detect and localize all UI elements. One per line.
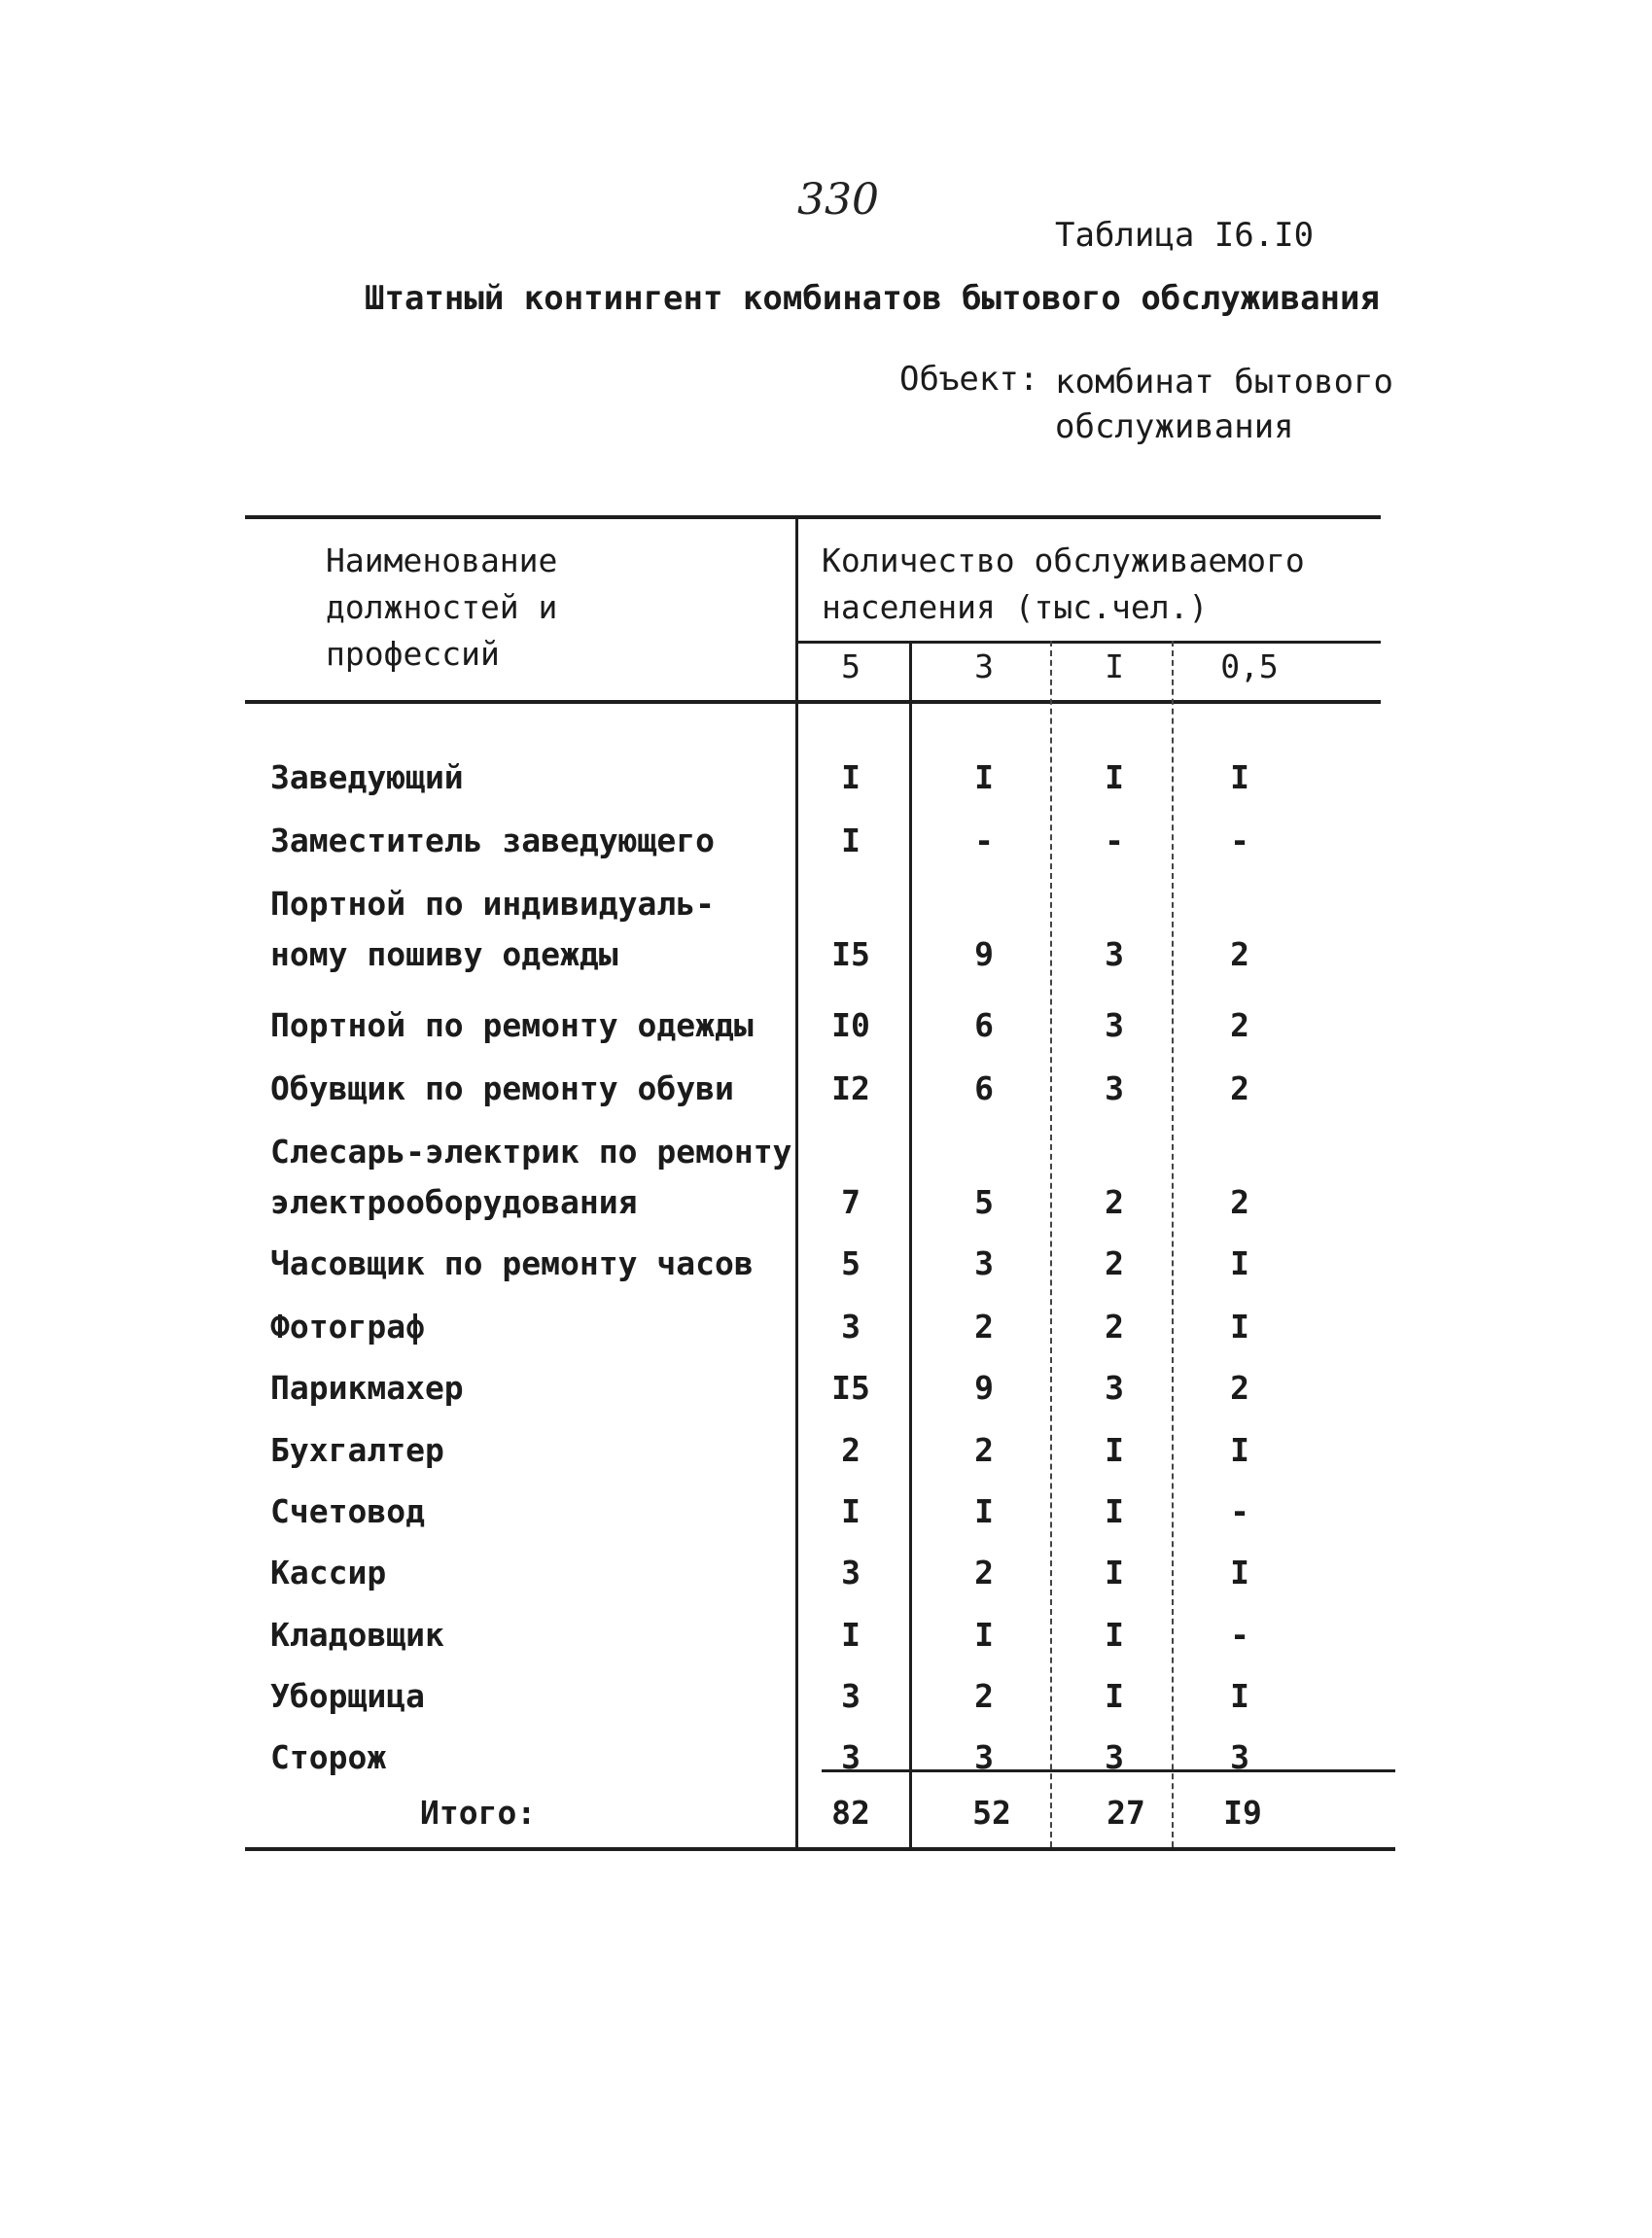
total-value-3: 52: [972, 1794, 1011, 1832]
row-value: 2: [1105, 1308, 1124, 1346]
table-bottom-rule: [245, 1847, 1395, 1851]
row-value: I: [1230, 1554, 1249, 1591]
row-value: I: [841, 1616, 861, 1654]
row-value: I: [841, 758, 861, 796]
object-label: Объект:: [899, 360, 1039, 399]
object-value: [1055, 360, 1393, 449]
column-divider-1: [795, 515, 798, 1847]
row-label: Заместитель заведующего: [270, 822, 715, 859]
row-value: 9: [974, 1369, 994, 1407]
row-label: Слесарь-электрик по ремонту: [270, 1133, 792, 1171]
row-label: электрооборудования: [270, 1183, 638, 1221]
row-value: -: [1230, 1616, 1249, 1654]
row-value: 3: [1105, 1738, 1124, 1776]
row-value: I5: [831, 1369, 870, 1407]
total-value-5: 82: [831, 1794, 870, 1832]
row-value: I2: [831, 1069, 870, 1107]
row-value: 2: [841, 1431, 861, 1469]
row-value: 9: [974, 935, 994, 973]
row-value: 2: [1230, 1006, 1249, 1044]
table-title: Штатный контингент комбинатов бытового обслуживания: [365, 279, 1380, 318]
row-value: 3: [1105, 1006, 1124, 1044]
row-value: -: [1230, 1492, 1249, 1530]
column-divider-3: [1050, 641, 1052, 1847]
row-value: I: [841, 822, 861, 859]
row-value: I: [1230, 1308, 1249, 1346]
subheader-5: 5: [841, 647, 861, 685]
row-label: Часовщик по ремонту часов: [270, 1244, 754, 1282]
row-value: I: [1105, 1431, 1124, 1469]
table-top-rule: [245, 515, 1381, 519]
row-value: I: [1230, 1677, 1249, 1715]
row-value: 2: [1230, 1183, 1249, 1221]
row-value: 3: [1105, 935, 1124, 973]
subheader-0-5: 0,5: [1220, 647, 1279, 685]
row-value: 7: [841, 1183, 861, 1221]
subheader-1: I: [1105, 647, 1124, 685]
row-value: I: [974, 758, 994, 796]
row-value: I: [1105, 1677, 1124, 1715]
row-label: Счетовод: [270, 1492, 425, 1530]
row-value: 2: [974, 1677, 994, 1715]
row-value: 5: [974, 1183, 994, 1221]
object-value-line2: обслуживания: [1055, 407, 1294, 446]
row-value: I: [974, 1616, 994, 1654]
row-value: 2: [1105, 1183, 1124, 1221]
row-value: I0: [831, 1006, 870, 1044]
row-value: -: [1105, 822, 1124, 859]
total-value-0-5: I9: [1223, 1794, 1262, 1832]
row-value: 2: [1230, 935, 1249, 973]
row-value: 3: [841, 1738, 861, 1776]
row-value: I: [974, 1492, 994, 1530]
row-label: Кладовщик: [270, 1616, 444, 1654]
row-value: 2: [1230, 1069, 1249, 1107]
row-value: 5: [841, 1244, 861, 1282]
header-group: Количество обслуживаемого населения (тыс.чел.): [822, 542, 1305, 626]
row-value: 6: [974, 1069, 994, 1107]
total-value-1: 27: [1107, 1794, 1145, 1832]
row-value: 2: [1105, 1244, 1124, 1282]
table-number: Таблица I6.I0: [1055, 216, 1315, 255]
row-value: 6: [974, 1006, 994, 1044]
row-value: 3: [1230, 1738, 1249, 1776]
row-label: Фотограф: [270, 1308, 425, 1346]
row-label: Обувщик по ремонту обуви: [270, 1069, 734, 1107]
row-value: 3: [1105, 1069, 1124, 1107]
header-col1: Наименование должностей и профессий: [326, 542, 558, 673]
row-label: Уборщица: [270, 1677, 425, 1715]
row-value: I5: [831, 935, 870, 973]
row-label: ному пошиву одежды: [270, 935, 618, 973]
subheader-3: 3: [974, 647, 994, 685]
row-value: 3: [974, 1244, 994, 1282]
row-value: -: [1230, 822, 1249, 859]
row-label: Парикмахер: [270, 1369, 464, 1407]
row-value: I: [1105, 1554, 1124, 1591]
total-label: Итого:: [420, 1794, 537, 1832]
row-value: 3: [841, 1677, 861, 1715]
row-value: I: [1230, 1431, 1249, 1469]
row-label: Заведующий: [270, 758, 464, 796]
row-label: Кассир: [270, 1554, 387, 1591]
page-number: 330: [797, 175, 879, 225]
column-divider-2: [909, 641, 912, 1847]
row-value: 3: [1105, 1369, 1124, 1407]
row-value: I: [1230, 758, 1249, 796]
header-bottom-rule: [245, 700, 1381, 704]
row-value: -: [974, 822, 994, 859]
row-value: 3: [974, 1738, 994, 1776]
row-value: I: [1105, 758, 1124, 796]
row-value: 2: [974, 1431, 994, 1469]
row-label: Сторож: [270, 1738, 387, 1776]
row-value: 3: [841, 1308, 861, 1346]
row-label: Бухгалтер: [270, 1431, 444, 1469]
row-value: 3: [841, 1554, 861, 1591]
object-value-line1: комбинат бытового: [1055, 363, 1393, 402]
column-divider-4: [1172, 641, 1174, 1847]
row-value: 2: [1230, 1369, 1249, 1407]
row-label: Портной по индивидуаль-: [270, 885, 715, 923]
row-value: 2: [974, 1308, 994, 1346]
row-value: I: [1105, 1616, 1124, 1654]
row-value: I: [1230, 1244, 1249, 1282]
row-value: I: [841, 1492, 861, 1530]
row-value: 2: [974, 1554, 994, 1591]
row-label: Портной по ремонту одежды: [270, 1006, 754, 1044]
row-value: I: [1105, 1492, 1124, 1530]
